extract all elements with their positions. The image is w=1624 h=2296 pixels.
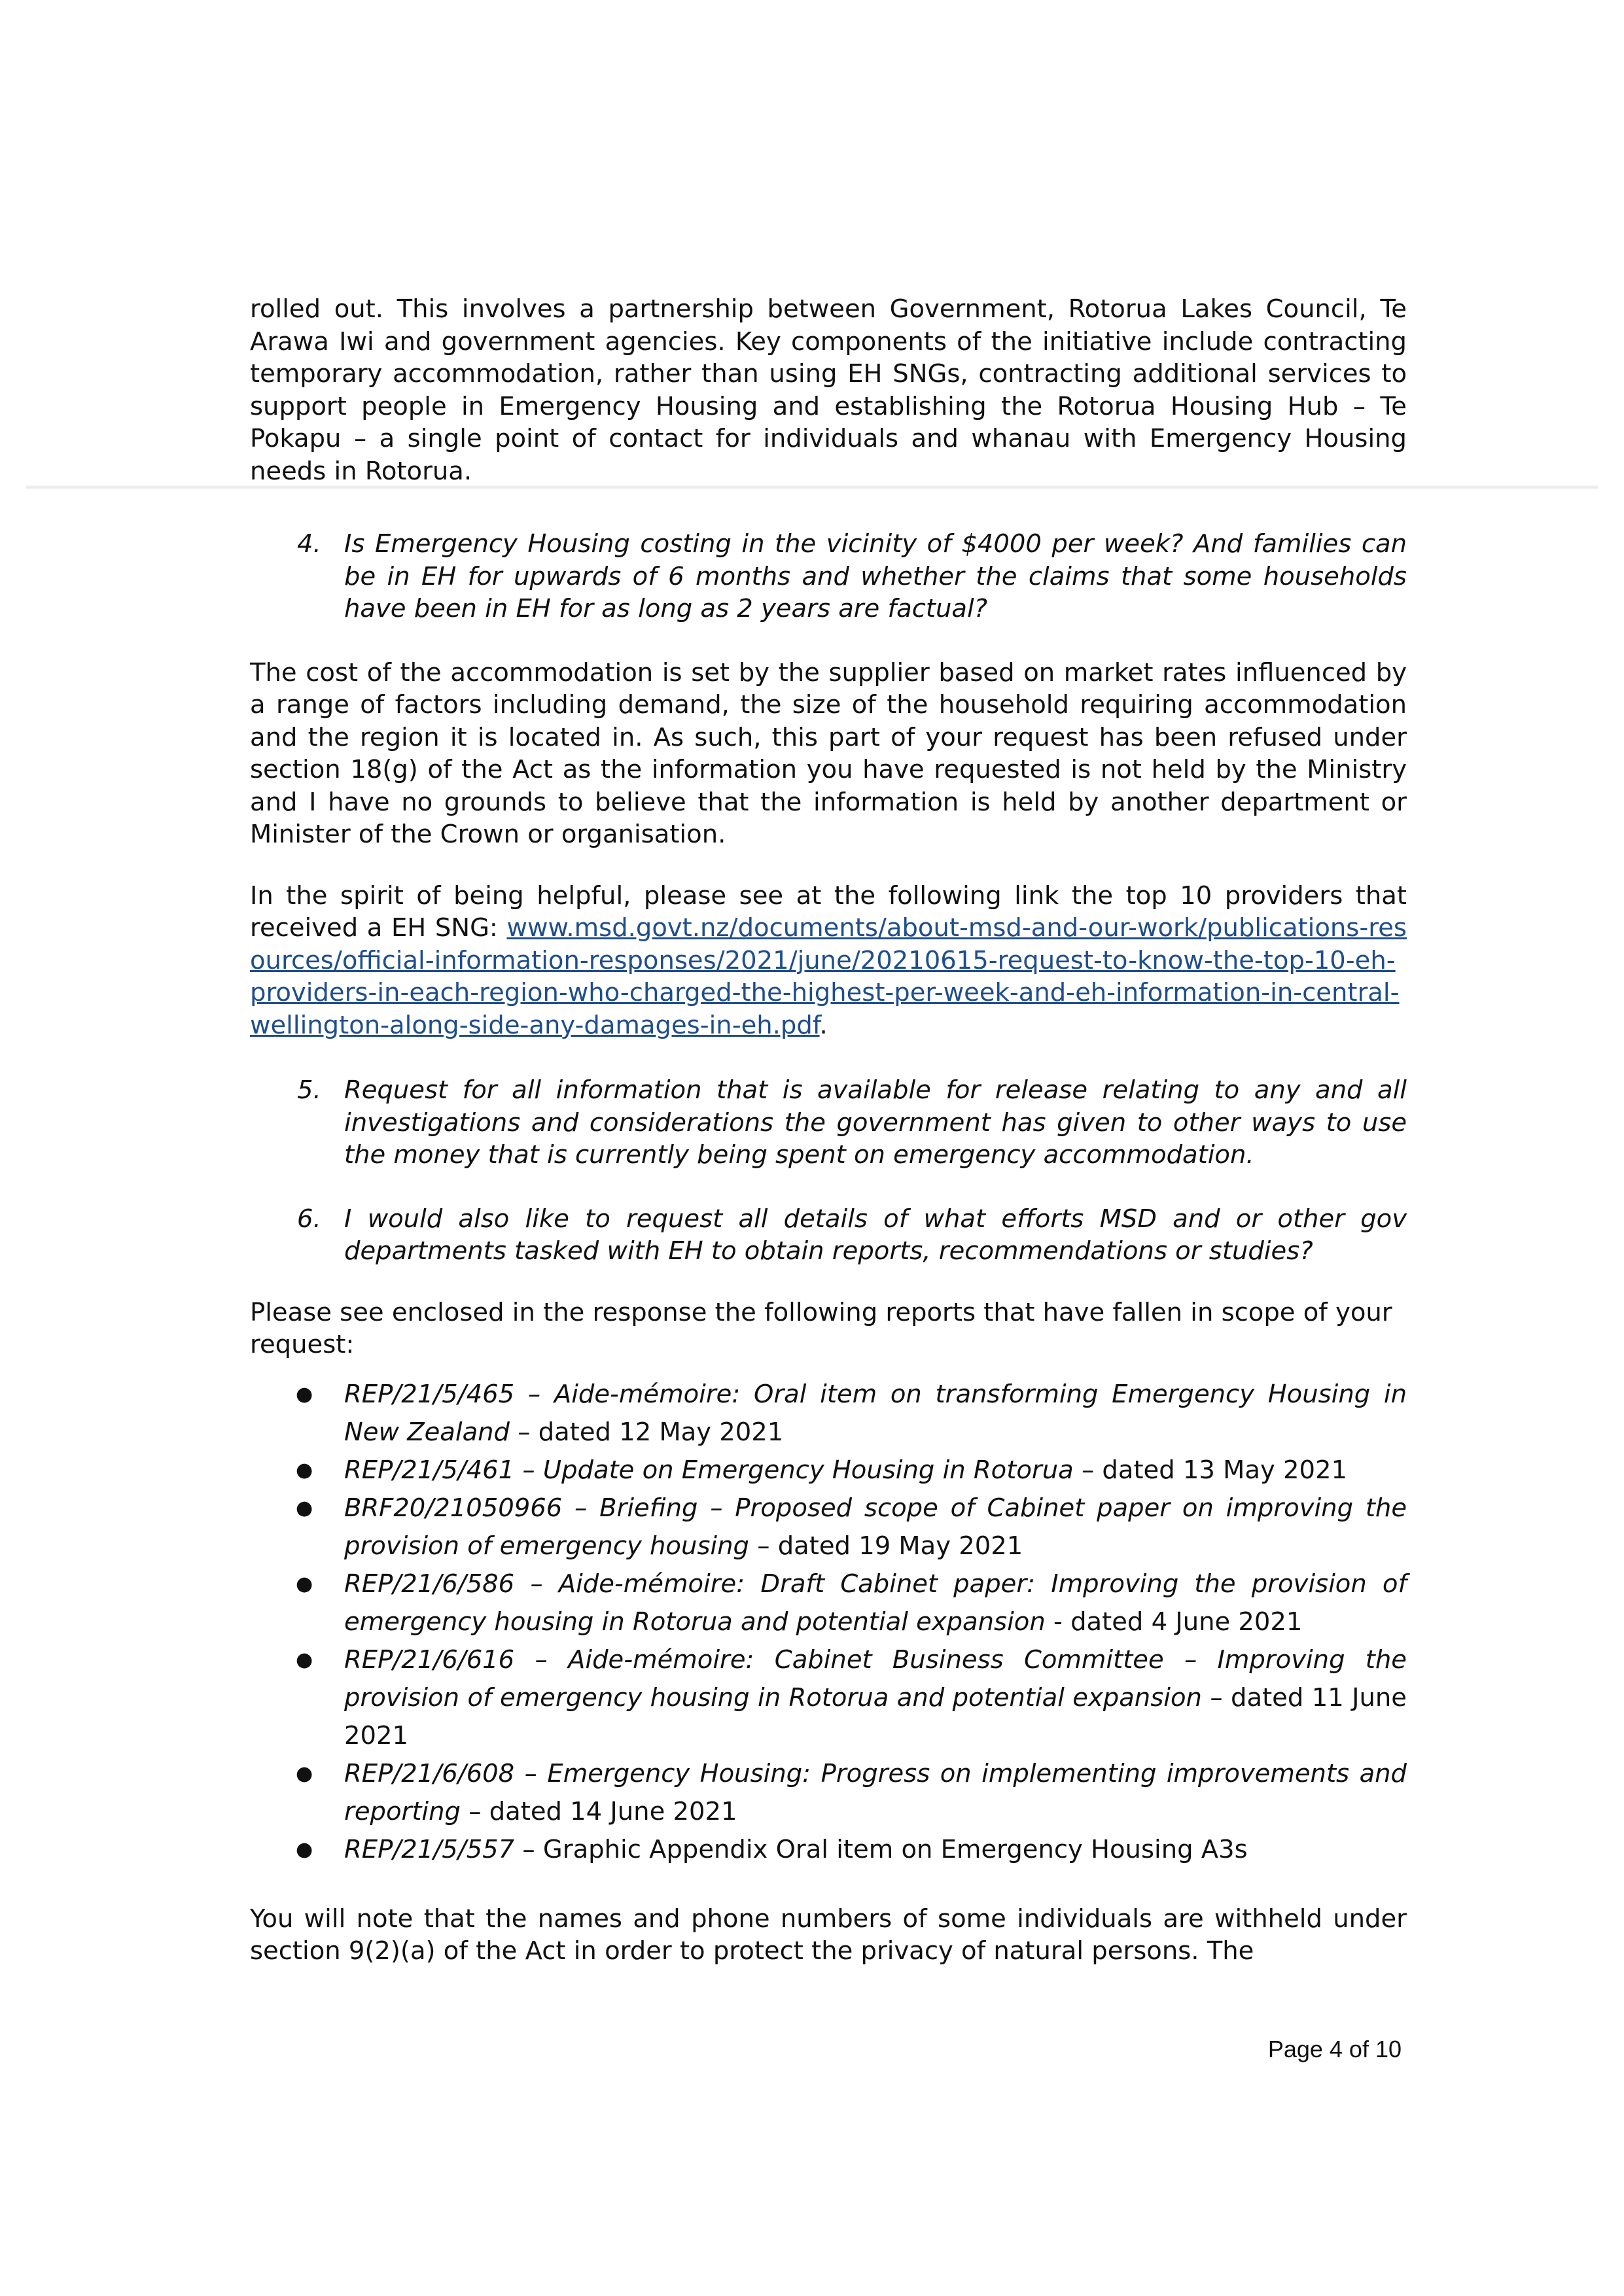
report-ref: REP/21/5/465 — [344, 1379, 515, 1409]
report-date: - dated 4 June 2021 — [1045, 1607, 1303, 1637]
report-sep: – — [514, 1644, 569, 1675]
report-date: – dated 14 June 2021 — [460, 1796, 737, 1826]
report-date: – dated 11 June 2021 — [344, 1682, 1407, 1750]
report-title: Update on Emergency Housing in Rotorua — [542, 1455, 1074, 1485]
report-title: Aide-mémoire: Cabinet Business Committee – Improving the provision of emergency housing in Rotorua and potential expansion — [344, 1644, 1407, 1713]
question-4-text: Is Emergency Housing costing in the vicinity of $4000 per week? And families can be in EH for upwards of 6 months and whether the claims that some households have been in EH for as long as 2 years are factual? — [344, 529, 1407, 623]
providers-report-link[interactable]: www.msd.govt.nz/documents/about-msd-and-our-work/publications-resources/official-information-responses/2021/june/20210615-request-to-know-the-top-10-eh-providers-in-each-region-who-charged-the-highest-per-week-and-eh-information-in-central-wellington-along-side-any-damages-in-eh.pdf — [250, 913, 1407, 1040]
report-date: Graphic Appendix Oral item on Emergency Housing A3s — [542, 1834, 1248, 1864]
report-date: – dated 19 May 2021 — [749, 1531, 1023, 1561]
bullet-icon: ● — [296, 1837, 313, 1861]
report-ref: REP/21/6/586 — [344, 1569, 515, 1599]
report-ref: REP/21/6/616 — [344, 1644, 515, 1675]
report-date: – dated 12 May 2021 — [510, 1417, 784, 1447]
report-ref: REP/21/5/461 — [344, 1455, 515, 1485]
report-ref: REP/21/6/608 — [344, 1758, 515, 1788]
bullet-icon: ● — [296, 1382, 313, 1406]
report-item — [250, 1641, 1407, 1755]
report-title: Briefing – Proposed scope of Cabinet paper on improving the provision of emergency housing — [344, 1493, 1407, 1561]
question-6-text: I would also like to request all details of what efforts MSD and or other gov departments tasked with EH to obtain reports, recommendations or studies? — [344, 1204, 1407, 1266]
bullet-icon: ● — [296, 1458, 313, 1482]
report-sep: – — [562, 1493, 600, 1523]
report-item — [250, 1831, 1407, 1869]
report-item — [250, 1755, 1407, 1831]
report-ref: BRF20/21050966 — [344, 1493, 563, 1523]
report-title: Aide-mémoire: Draft Cabinet paper: Improving the provision of emergency housing in Rotorua and potential expansion — [344, 1569, 1407, 1637]
report-sep: – — [514, 1569, 559, 1599]
question-5 — [250, 1074, 1407, 1172]
question-4-number: 4. — [297, 529, 321, 559]
report-item — [250, 1565, 1407, 1641]
withheld-paragraph: You will note that the names and phone numbers of some individuals are withheld under section 9(2)(a) of the Act in order to protect the privacy of natural persons. The — [250, 1904, 1407, 1966]
report-sep: – — [514, 1455, 543, 1485]
report-title: Aide-mémoire: Oral item on transforming Emergency Housing in New Zealand — [344, 1379, 1407, 1447]
question-6-number: 6. — [297, 1204, 321, 1234]
question-5-text: Request for all information that is available for release relating to any and all investigations and considerations the government has given to other ways to use the money that is currently being spent on emergency accommodation. — [344, 1075, 1407, 1170]
question-4 — [250, 528, 1407, 625]
report-sep: – — [514, 1758, 548, 1788]
bullet-icon: ● — [296, 1762, 313, 1785]
report-title: Emergency Housing: Progress on implementing improvements and reporting — [344, 1758, 1407, 1826]
bullet-icon: ● — [296, 1572, 313, 1595]
question-6 — [250, 1203, 1407, 1268]
reports-list — [250, 1376, 1407, 1869]
helpful-link-intro: In the spirit of being helpful, please see at the following link the top 10 providers that received a EH SNG: — [250, 880, 1407, 943]
document-body — [250, 293, 1407, 1968]
report-date: – dated 13 May 2021 — [1073, 1455, 1347, 1485]
bullet-icon: ● — [296, 1648, 313, 1671]
page-number: Page 4 of 10 — [1267, 2036, 1402, 2062]
question-5-number: 5. — [297, 1075, 321, 1105]
report-item — [250, 1452, 1407, 1489]
paragraph-intro-continued: rolled out. This involves a partnership between Government, Rotorua Lakes Council, Te Arawa Iwi and government agencies. Key components of the initiative include contracting temporary accommodation, rather than using EH SNGs, contracting additional services to support people in Emergency Housing and establishing the Rotorua Housing Hub – Te Pokapu – a single point of contact for individuals and whanau with Emergency Housing needs in Rotorua. — [250, 294, 1407, 486]
report-sep: – — [514, 1379, 554, 1409]
helpful-link-trailing: . — [819, 1010, 828, 1040]
report-item — [250, 1376, 1407, 1452]
bullet-icon: ● — [296, 1496, 313, 1520]
reports-intro: Please see enclosed in the response the following reports that have fallen in scope of your request: — [250, 1297, 1392, 1359]
report-item — [250, 1489, 1407, 1565]
report-sep: – — [514, 1834, 543, 1864]
helpful-link-paragraph — [250, 880, 1407, 1042]
report-ref: REP/21/5/557 — [344, 1834, 515, 1864]
answer-4-paragraph: The cost of the accommodation is set by the supplier based on market rates influenced by a range of factors including demand, the size of the household requiring accommodation and the region it is located in. As such, this part of your request has been refused under section 18(g) of the Act as the information you have requested is not held by the Ministry and I have no grounds to believe that the information is held by another department or Minister of the Crown or organisation. — [250, 657, 1407, 849]
